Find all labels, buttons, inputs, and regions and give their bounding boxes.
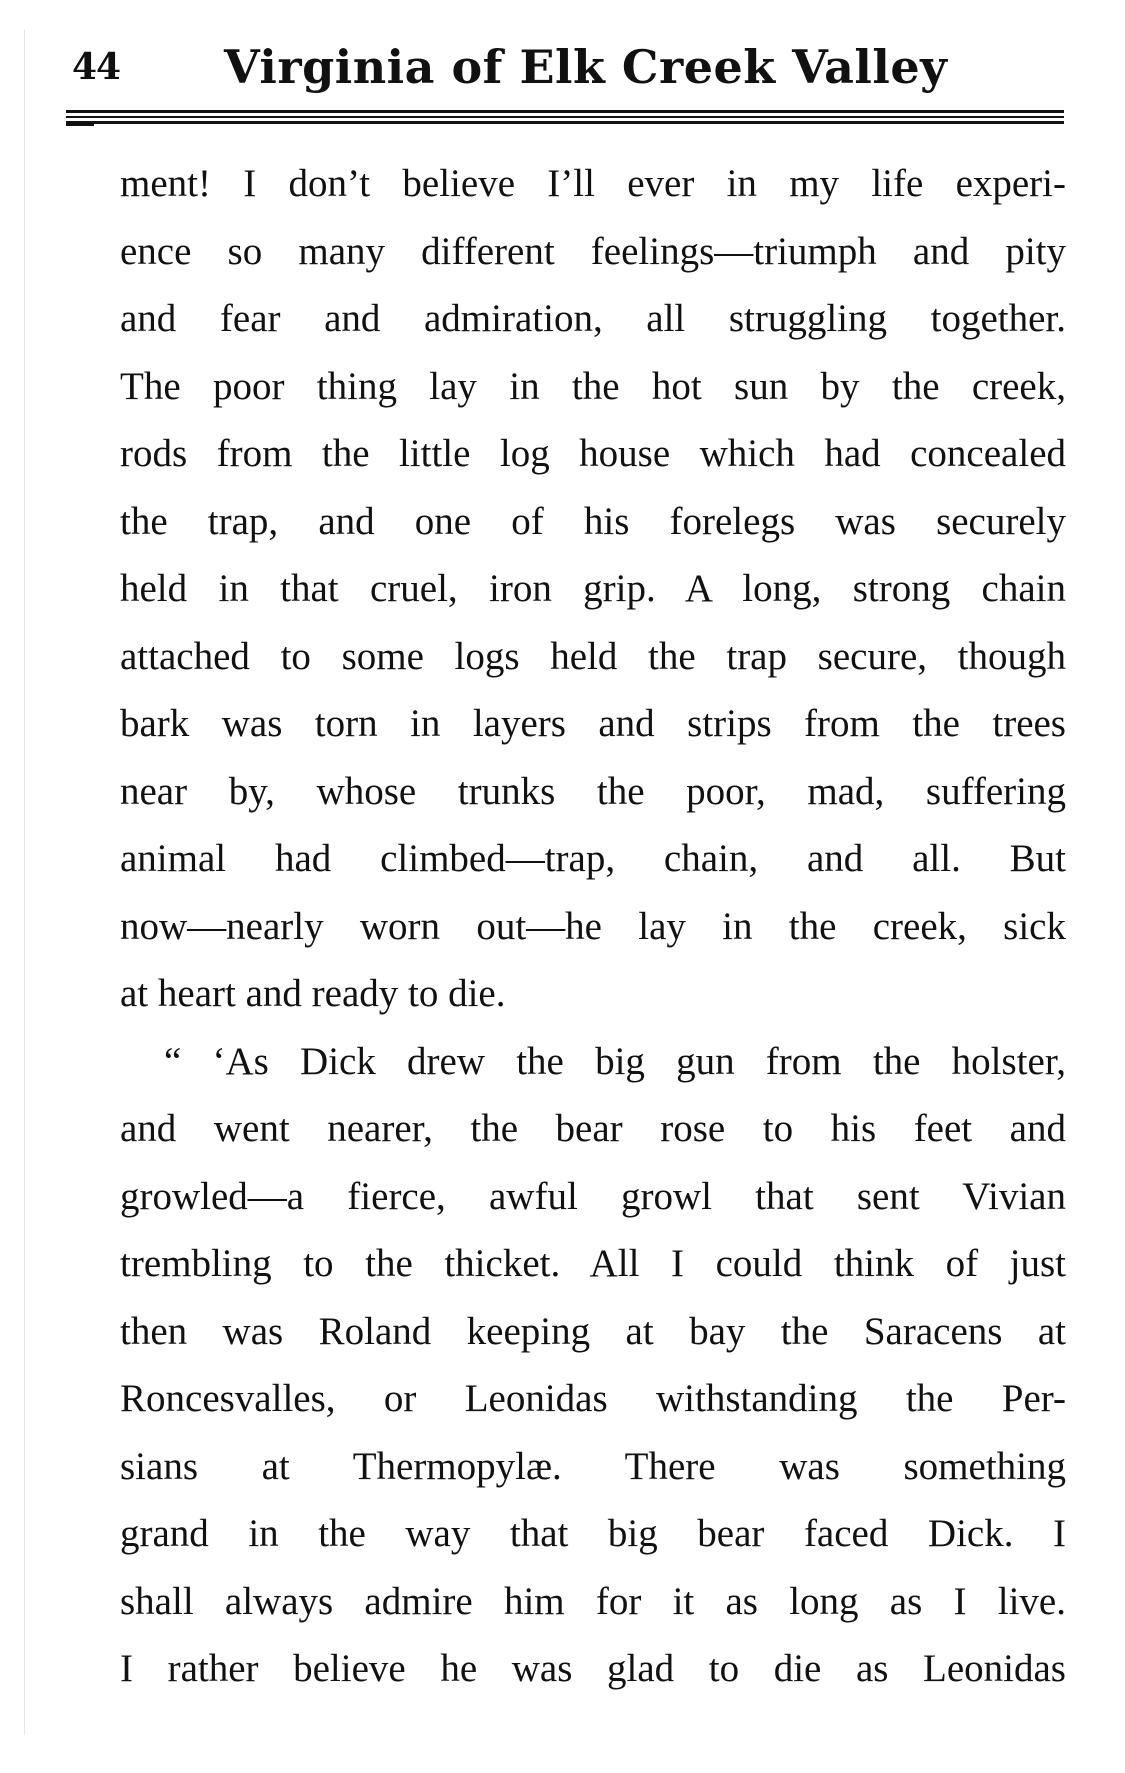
book-title: Virginia of Elk Creek Valley (224, 40, 948, 94)
text-line: now—nearly worn out—he lay in the creek, sick (120, 904, 1066, 948)
text-line: rods from the little log house which had concealed (120, 432, 1066, 475)
text-line: bark was torn in layers and strips from the trees (120, 702, 1066, 745)
text-line: the trap, and one of his forelegs was securely (120, 499, 1066, 543)
text-line: trembling to the thicket. All I could think of just (120, 1242, 1066, 1285)
paragraph-end-line: at heart and ready to die. (120, 972, 506, 1015)
text-line: and fear and admiration, all struggling together. (120, 297, 1066, 340)
text-line: then was Roland keeping at bay the Saracens at (120, 1309, 1066, 1353)
page-edge-shadow (24, 30, 25, 1735)
paragraph-start-line: “ ‘As Dick drew the big gun from the holster, (164, 1039, 1066, 1083)
running-head (72, 40, 1062, 100)
header-rule-middle (66, 116, 1064, 118)
body-text (120, 150, 1066, 1703)
text-line: ence so many different feelings—triumph and pity (120, 229, 1066, 273)
text-line: Roncesvalles, or Leonidas withstanding the Per- (120, 1377, 1066, 1420)
text-line: sians at Thermopylæ. There was something (120, 1444, 1066, 1488)
text-line: attached to some logs held the trap secure, though (120, 634, 1066, 678)
text-line: grand in the way that big bear faced Dick. I (120, 1512, 1066, 1555)
header-rule-tail (66, 124, 94, 126)
text-line: The poor thing lay in the hot sun by the creek, (120, 364, 1066, 408)
text-line: I rather believe he was glad to die as Leonidas (120, 1647, 1066, 1690)
header-rule-top (66, 110, 1064, 113)
text-line: near by, whose trunks the poor, mad, suffering (120, 769, 1066, 813)
header-rule-bottom (66, 121, 1064, 124)
text-line: held in that cruel, iron grip. A long, strong chain (120, 567, 1066, 610)
text-line: and went nearer, the bear rose to his feet and (120, 1107, 1066, 1150)
text-line: growled—a fierce, awful growl that sent Vivian (120, 1174, 1066, 1218)
text-line: ment! I don’t believe I’ll ever in my life experi- (120, 162, 1066, 205)
text-line: shall always admire him for it as long as I live. (120, 1579, 1066, 1623)
text-line: animal had climbed—trap, chain, and all. But (120, 837, 1066, 880)
page-number: 44 (72, 46, 121, 88)
